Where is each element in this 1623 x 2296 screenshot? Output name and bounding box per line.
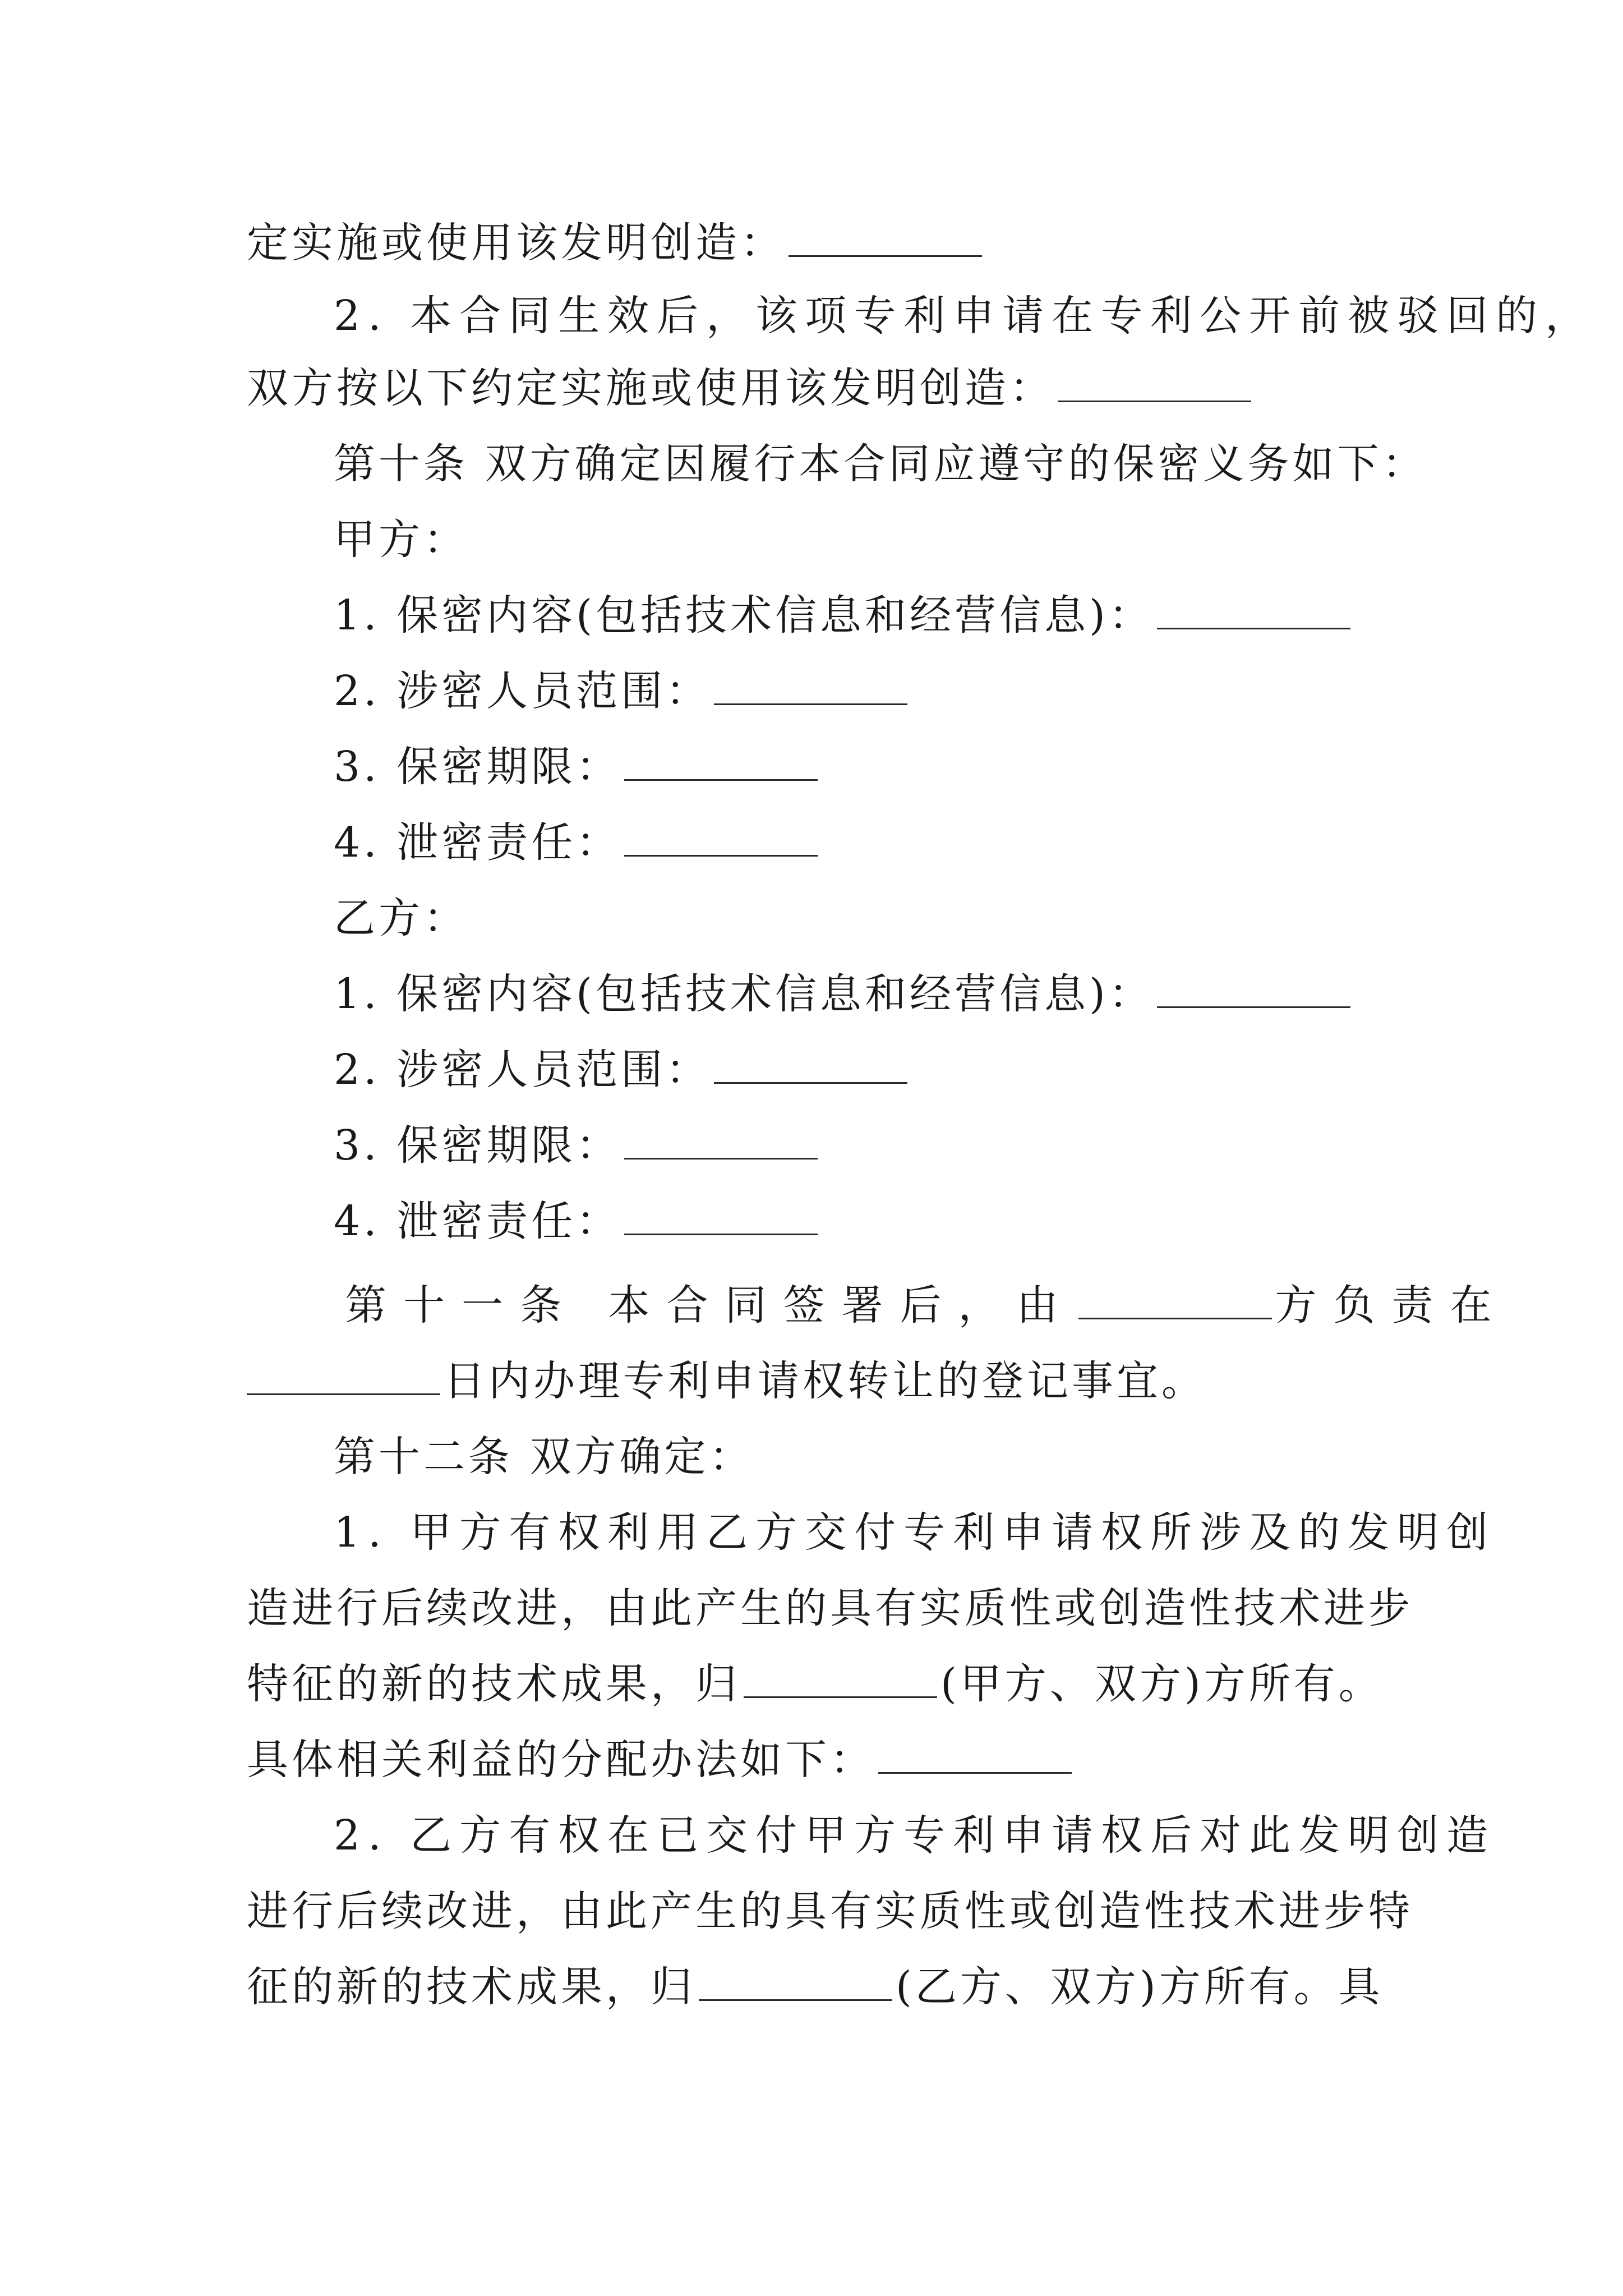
party-a-label (334, 512, 468, 568)
line-text: 2. 本合同生效后，该项专利申请在专利公开前被驳回的， (334, 292, 1595, 340)
line-text: 日内办理专利申请权转让的登记事宜。 (444, 1357, 1206, 1405)
article-12-item-1-line-1 (334, 1504, 1496, 1561)
article-12-item-1-line-3 (247, 1656, 1384, 1712)
party-b-item-3 (334, 1117, 821, 1174)
line-text: (甲方、双方)方所有。 (940, 1660, 1384, 1708)
party-b-item-1 (334, 966, 1354, 1022)
party-b-label (334, 890, 468, 946)
article-10-heading (334, 436, 1427, 492)
line-text: 2. 乙方有权在已交付甲方专利申请权后对此发明创造 (334, 1811, 1496, 1860)
line-text: 4. 泄密责任： (334, 1197, 621, 1245)
article-12-heading (334, 1429, 754, 1485)
fill-in-blank[interactable] (247, 1360, 440, 1395)
line-text: 3. 保密期限： (334, 743, 621, 791)
line-text: 2. 涉密人员范围： (334, 667, 711, 715)
fill-in-blank[interactable] (624, 1200, 818, 1235)
line-text: 1. 甲方有权利用乙方交付专利申请权所涉及的发明创 (334, 1508, 1496, 1557)
fill-in-blank[interactable] (878, 1738, 1072, 1774)
fill-in-blank[interactable] (1058, 367, 1251, 402)
article-12-item-1-line-2 (247, 1580, 1413, 1636)
fill-in-blank[interactable] (1078, 1284, 1272, 1319)
line-text: 定实施或使用该发明创造： (247, 219, 785, 267)
line-text: 进行后续改进，由此产生的具有实质性或创造性技术进步特 (247, 1887, 1413, 1935)
text-line-2 (334, 288, 1594, 344)
article-12-item-2-line-3 (247, 1959, 1384, 2015)
article-11-line-1 (345, 1277, 1509, 1333)
line-text: 第十一条 本合同签署后，由 (345, 1281, 1075, 1329)
article-12-item-1-line-4 (247, 1732, 1075, 1788)
fill-in-blank[interactable] (1157, 973, 1350, 1008)
article-12-item-2-line-2 (247, 1883, 1413, 1939)
fill-in-blank[interactable] (714, 670, 907, 705)
fill-in-blank[interactable] (624, 746, 818, 781)
party-b-item-2 (334, 1042, 911, 1098)
line-text: 第十二条 双方确定： (334, 1433, 754, 1481)
party-a-item-3 (334, 739, 821, 795)
line-text: (乙方、双方)方所有。具 (896, 1963, 1384, 2011)
article-12-item-2-line-1 (334, 1807, 1496, 1864)
text-line-3 (247, 360, 1255, 416)
fill-in-blank[interactable] (789, 222, 982, 257)
fill-in-blank[interactable] (744, 1663, 937, 1698)
line-text: 甲方： (334, 516, 468, 564)
line-text: 3. 保密期限： (334, 1121, 621, 1170)
line-text: 乙方： (334, 894, 468, 942)
fill-in-blank[interactable] (624, 821, 818, 857)
fill-in-blank[interactable] (714, 1048, 907, 1084)
party-a-item-1 (334, 587, 1354, 643)
line-text: 特征的新的技术成果，归 (247, 1660, 740, 1708)
line-text: 第十条 双方确定因履行本合同应遵守的保密义务如下： (334, 440, 1427, 488)
line-text: 征的新的技术成果，归 (247, 1963, 695, 2011)
fill-in-blank[interactable] (624, 1124, 818, 1159)
line-text: 2. 涉密人员范围： (334, 1046, 711, 1094)
line-text: 1. 保密内容(包括技术信息和经营信息)： (334, 591, 1154, 639)
article-11-line-2 (247, 1353, 1206, 1409)
party-b-item-4 (334, 1193, 821, 1249)
fill-in-blank[interactable] (1157, 594, 1350, 629)
line-text: 具体相关利益的分配办法如下： (247, 1736, 875, 1784)
line-text: 方负责在 (1275, 1281, 1509, 1329)
line-text: 4. 泄密责任： (334, 818, 621, 867)
line-text: 双方按以下约定实施或使用该发明创造： (247, 364, 1054, 412)
fill-in-blank[interactable] (699, 1966, 892, 2001)
text-line-1 (247, 215, 985, 271)
line-text: 1. 保密内容(包括技术信息和经营信息)： (334, 970, 1154, 1018)
party-a-item-4 (334, 815, 821, 871)
party-a-item-2 (334, 663, 911, 719)
line-text: 造进行后续改进，由此产生的具有实质性或创造性技术进步 (247, 1584, 1413, 1632)
